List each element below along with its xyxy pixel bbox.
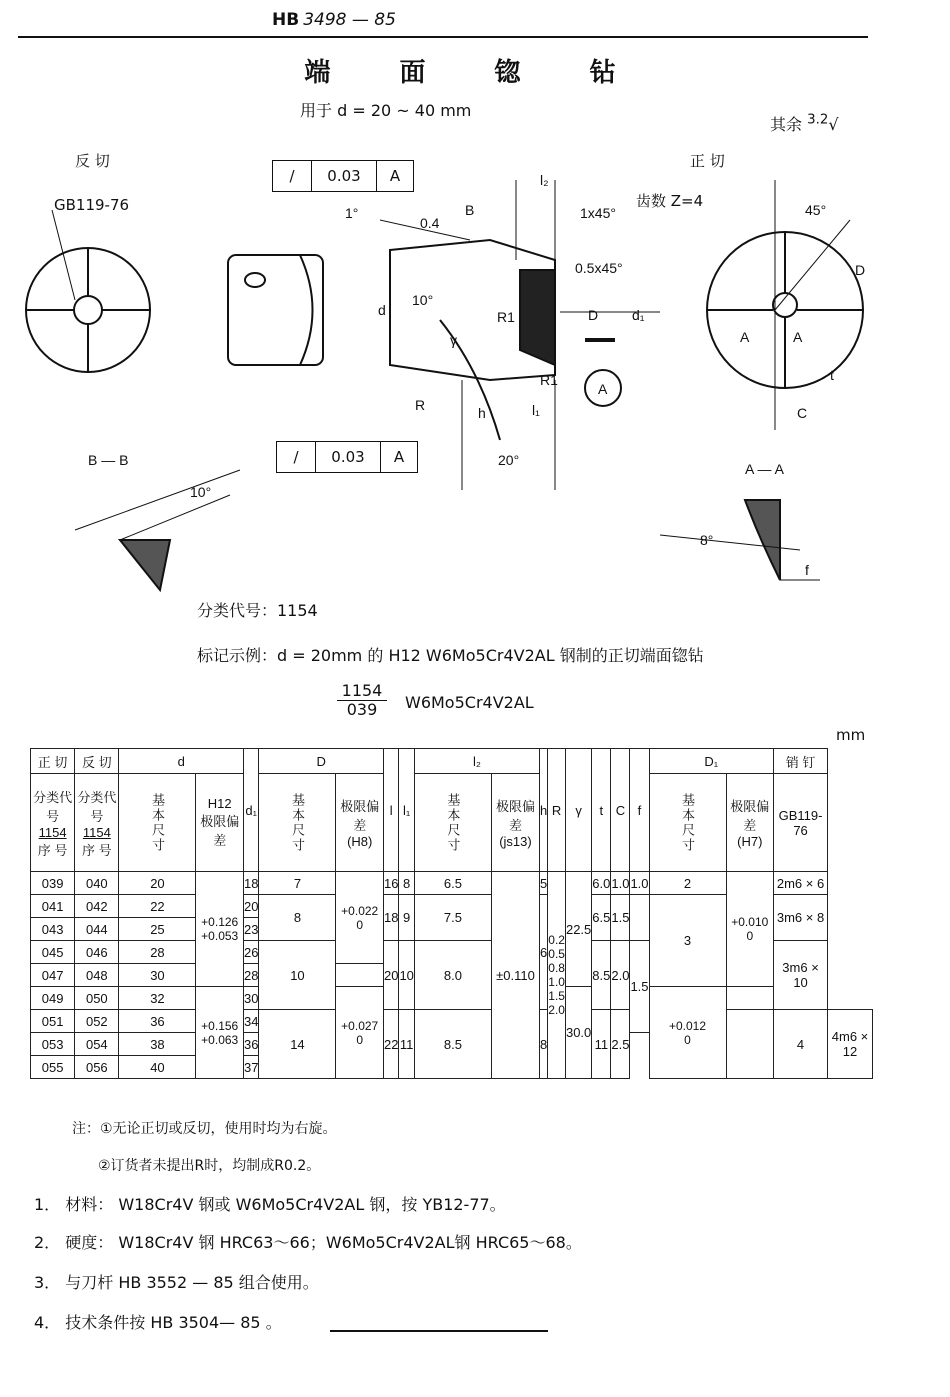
item-hardness: 2． 硬度： W18Cr4V 钢 HRC63～66；W6Mo5Cr4V2AL钢 HRC65～68。	[34, 1233, 582, 1252]
dim-t: t	[830, 367, 834, 383]
roughness-note: 其余 $^{3.2}$√	[770, 112, 839, 134]
table-row: 053 054 38 36	[31, 1033, 873, 1056]
section-a-right: A	[793, 329, 803, 345]
note-2: ②订货者未提出R时，均制成R0.2。	[98, 1158, 321, 1174]
dim-b: B	[465, 202, 475, 218]
th-D-limit: 极限偏差 (H8)	[336, 774, 384, 872]
table-row: 041 042 22 20 8 18 9 7.5 6 6.5 1.5 3 3m6 × 8	[31, 895, 873, 918]
marking-code-fraction: 1154 039	[337, 682, 387, 719]
th-D1: D₁	[649, 749, 774, 774]
item-tech-conditions: 4． 技术条件按 HB 3504— 85 。	[34, 1313, 282, 1332]
th-l2-limit: 极限偏差 (js13)	[491, 774, 539, 872]
dim-d1: d₁	[632, 307, 645, 323]
left-profile-body	[228, 255, 323, 365]
dim-r1-bottom: R1	[540, 372, 558, 388]
dim-c: C	[797, 405, 808, 421]
dim-10deg: 10°	[412, 292, 434, 308]
right-view-label: 正 切	[690, 152, 725, 170]
dim-d: d	[378, 302, 386, 318]
table-row: 039 040 20 +0.126 +0.053 18 7 +0.022 0 16 8 6.5 ±0.110 5 0.2 0.5 0.8 1.0 1.5 2.0 22.5 6.0 1.0 1.0 2 +0.010 0 2m6 × 6	[31, 872, 873, 895]
th-d: d	[119, 749, 244, 774]
dim-20deg: 20°	[498, 452, 520, 468]
unit-label: mm	[836, 726, 866, 744]
standard-number: HB 3498 — 85	[272, 10, 396, 30]
dim-roughness-small: 0.4	[420, 215, 440, 231]
dim-r1: R1	[497, 309, 515, 325]
th-pin: 销 钉	[774, 749, 828, 774]
dim-chamfer2: 0.5x45°	[575, 260, 623, 276]
th-d1: d₁	[243, 749, 258, 872]
th-gamma: γ	[565, 749, 591, 872]
table-row: 045 046 28 26 10 20 10 8.0 8.5 2.0 1.5 3m6 × 10	[31, 941, 873, 964]
th-code-left: 分类代号 1154 序 号	[75, 774, 119, 872]
th-D1-basic: 基本尺寸	[649, 774, 726, 872]
table-row: 055 056 40 37	[31, 1056, 873, 1079]
table-row: 049 050 32 +0.156 +0.063 30 +0.027 0 30.0 +0.012 0	[31, 987, 873, 1010]
left-view-label: 反 切	[75, 152, 110, 170]
technical-drawing	[0, 140, 950, 600]
th-left-cut: 反 切	[75, 749, 119, 774]
dim-10deg-bb: 10°	[190, 484, 212, 500]
section-aa-label: A — A	[745, 461, 784, 477]
th-D: D	[259, 749, 384, 774]
table-row: 051 052 36 34 14 22 11 8.5 8 11 2.5 4 4m6 × 12	[31, 1010, 873, 1033]
dim-D-right: D	[855, 262, 866, 278]
th-d-basic: 基本尺寸	[119, 774, 196, 872]
table-row: 047 048 30 28	[31, 964, 873, 987]
dim-chamfer1: 1x45°	[580, 205, 616, 221]
th-l2: l₂	[414, 749, 539, 774]
th-code-right: 分类代号 1154 序 号	[31, 774, 75, 872]
th-D-basic: 基本尺寸	[259, 774, 336, 872]
marking-example: 标记示例：d = 20mm 的 H12 W6Mo5Cr4V2AL 钢制的正切端面锪钻	[197, 646, 704, 665]
section-a-left: A	[740, 329, 750, 345]
th-C: C	[611, 749, 630, 872]
spec-table	[30, 748, 873, 1079]
teeth-count: 齿数 Z=4	[636, 192, 704, 210]
dim-8deg: 8°	[700, 532, 714, 548]
marking-material: W6Mo5Cr4V2AL	[405, 693, 534, 712]
note-1: 注：①无论正切或反切，使用时均为右旋。	[72, 1121, 337, 1137]
dim-f: f	[805, 562, 809, 578]
tolerance-frame-bottom: / 0.03 A	[276, 441, 418, 473]
item-tool-holder: 3． 与刀杆 HB 3552 — 85 组合使用。	[34, 1273, 319, 1292]
subtitle: 用于 d = 20 ~ 40 mm	[300, 101, 472, 120]
dim-1deg: 1°	[345, 205, 359, 221]
dim-l1: l₁	[532, 402, 540, 418]
item-material: 1． 材料： W18Cr4V 钢或 W6Mo5Cr4V2AL 钢，按 YB12-77。	[34, 1195, 506, 1214]
th-pin-std: GB119-76	[774, 774, 828, 872]
th-f: f	[630, 749, 649, 872]
left-end-view-hub	[74, 296, 102, 324]
end-rule	[330, 1330, 548, 1332]
dim-R: R	[415, 397, 426, 413]
dim-45deg: 45°	[805, 202, 827, 218]
page-title: 端 面 锪 钻	[304, 58, 646, 88]
th-d-h12: H12 极限偏差	[196, 774, 244, 872]
th-R: R	[548, 749, 566, 872]
th-h: h	[540, 749, 548, 872]
th-D1-limit: 极限偏差 (H7)	[726, 774, 774, 872]
table-row: 043 044 25 23	[31, 918, 873, 941]
dim-l2: l₂	[540, 172, 549, 188]
th-right-cut: 正 切	[31, 749, 75, 774]
th-l1: l₁	[399, 749, 414, 872]
dim-gamma: γ	[450, 332, 457, 348]
th-t: t	[592, 749, 611, 872]
section-bb-label: B — B	[88, 452, 129, 468]
dim-D: D	[588, 307, 599, 323]
th-l: l	[383, 749, 398, 872]
detail-a-label: A	[598, 381, 608, 397]
gb-reference: GB119-76	[54, 196, 130, 214]
header-rule	[18, 36, 868, 38]
dim-h: h	[478, 405, 486, 421]
classification-code: 分类代号：1154	[197, 601, 318, 620]
tolerance-frame-top: / 0.03 A	[272, 160, 414, 192]
th-l2-basic: 基本尺寸	[414, 774, 491, 872]
